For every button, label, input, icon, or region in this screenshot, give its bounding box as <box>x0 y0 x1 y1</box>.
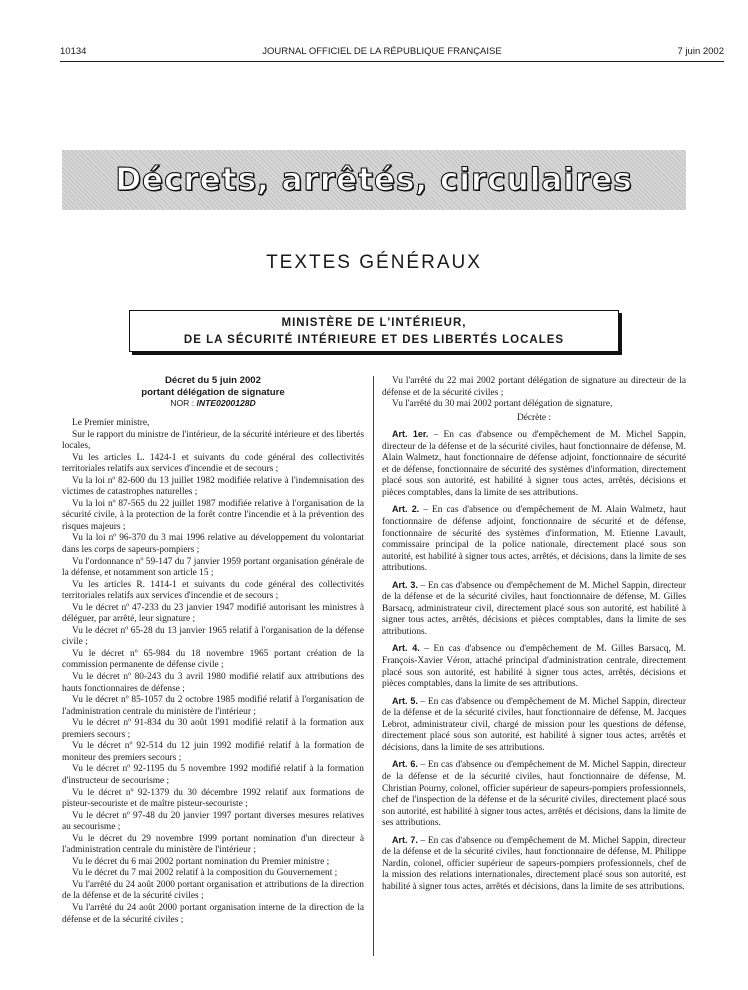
journal-title: JOURNAL OFFICIEL DE LA RÉPUBLIQUE FRANÇAISE <box>262 45 502 57</box>
nor-label: NOR : <box>170 398 195 408</box>
paragraph: Le Premier ministre, <box>72 418 150 428</box>
article-label: Art. 2. <box>392 504 420 515</box>
paragraph: Vu le décret du 6 mai 2002 portant nomination du Premier ministre ; <box>72 856 330 867</box>
paragraph: Vu l'arrêté du 24 août 2000 portant organisation et attributions de la direction de la défense et de la sécurité civiles ; <box>62 879 364 902</box>
article-label: Art. 5. <box>392 695 418 706</box>
paragraph: Vu l'ordonnance nº 59-147 du 7 janvier 1959 portant organisation générale de la défense, et notamment son article 15 ; <box>62 556 364 579</box>
article-text: – En cas d'absence ou d'empêchement de M. Alain Walmetz, haut fonctionnaire de défense adjoint, fonctionnaire de sécurité et de défense, fonctionnaire de sécurité des systèmes d'information, M. Etienne Lavault, commissaire principal de la police nationale, directement placé sous son autorité, est habilité à signer tous actes, arrêtés, et décisions, dans la limite de ses attributions. <box>382 505 686 574</box>
article <box>382 835 686 894</box>
article-text: – En cas d'absence ou d'empêchement de M. Michel Sappin, directeur de la défense et de la sécurité civiles, haut fonctionnaire de défense, M. Alain Walmetz, haut fonctionnaire de défense adjoint, fonctionnaire de sécurité et de défense, fonctionnaire de sécurité des systèmes d'information, directement placé sous son autorité, est habilité à signer tous actes, arrêtés, décisions et pièces comptables, dans la limite de ses attributions. <box>382 430 686 498</box>
section-heading: TEXTES GÉNÉRAUX <box>266 252 482 273</box>
paragraph: Vu l'arrêté du 22 mai 2002 portant délégation de signature au directeur de la défense et de la sécurité civiles ; <box>382 376 686 398</box>
paragraph: Vu l'arrêté du 30 mai 2002 portant délégation de signature, <box>392 399 613 410</box>
decree-title-line-1: Décret du 5 juin 2002 <box>165 375 261 386</box>
left-column <box>62 375 364 926</box>
articles <box>382 429 686 893</box>
paragraph: Vu la loi nº 96-370 du 3 mai 1996 relative au développement du volontariat dans les corps de sapeurs-pompiers ; <box>62 533 364 556</box>
paragraph: Vu le décret nº 92-1379 du 30 décembre 1992 relatif aux formations de pisteur-secouriste et de maître pisteur-secouriste ; <box>62 787 364 810</box>
article-label: Art. 7. <box>392 834 418 845</box>
paragraph: Vu l'arrêté du 24 août 2000 portant organisation interne de la direction de la défense et de la sécurité civiles ; <box>62 902 364 925</box>
article <box>382 429 686 499</box>
paragraph: Vu le décret nº 47-233 du 23 janvier 1947 modifié autorisant les ministres à déléguer, par arrêté, leur signature ; <box>62 602 364 625</box>
article <box>382 580 686 639</box>
article-text: – En cas d'absence ou d'empêchement de M. Michel Sappin, directeur de la défense et de la sécurité civiles, haut fonctionnaire de défense, M. Christian Pourny, colonel, officier supérieur de sapeurs-pompiers professionnels, chef de l'inspection de la défense et de la sécurité civiles, directement placé sous son autorité, est habilité à signer tous actes, arrêtés et décisions, dans la limite de ses attributions. <box>382 760 686 829</box>
article-text: – En cas d'absence ou d'empêchement de M. Gilles Barsacq, M. François-Xavier Véron, attaché principal d'administration centrale, directement placé sous son autorité, est habilité à signer tous actes, arrêtés, décisions et pièces comptables, dans la limite de ses attributions. <box>382 644 686 690</box>
decrete-heading: Décrète : <box>516 412 552 423</box>
column-divider <box>373 376 374 956</box>
paragraph: Vu la loi nº 87-565 du 22 juillet 1987 modifiée relative à l'organisation de la sécurité civile, à la protection de la forêt contre l'incendie et à la prévention des risques majeurs ; <box>62 498 364 532</box>
banner-title: Décrets, arrêtés, circulaires <box>115 162 633 198</box>
ministry-line-1: MINISTÈRE DE L'INTÉRIEUR, <box>281 317 467 329</box>
banner <box>62 150 686 210</box>
paragraph: Vu le décret nº 65-984 du 18 novembre 1965 portant création de la commission permanente de défense civile ; <box>62 648 364 671</box>
right-column <box>382 376 686 893</box>
ministry-box <box>129 310 619 352</box>
issue-date: 7 juin 2002 <box>677 45 724 57</box>
ministry-line-2: DE LA SÉCURITÉ INTÉRIEURE ET DES LIBERTÉS LOCALES <box>183 334 565 346</box>
nor-code: INTE0200128D <box>196 398 256 408</box>
article <box>382 759 686 829</box>
paragraph: Vu le décret nº 92-514 du 12 juin 1992 modifié relatif à la formation de moniteur des premiers secours ; <box>62 741 364 763</box>
paragraph: Vu le décret du 29 novembre 1999 portant nomination d'un directeur à l'administration centrale du ministère de l'intérieur ; <box>62 833 364 856</box>
decree-title-line-2: portant délégation de signature <box>141 386 285 398</box>
right-intro <box>382 376 686 411</box>
decree-title <box>62 375 364 398</box>
page-number: 10134 <box>60 45 87 57</box>
paragraph: Vu le décret nº 92-1195 du 5 novembre 1992 modifié relatif à la formation d'instructeur de secourisme ; <box>62 764 364 786</box>
paragraph: Vu le décret du 7 mai 2002 relatif à la composition du Gouvernement ; <box>72 868 338 879</box>
paragraph: Vu le décret nº 80-243 du 3 avril 1980 modifié relatif aux attributions des hauts fonctionnaires de défense ; <box>62 672 364 694</box>
left-paragraphs <box>62 418 364 926</box>
paragraph: Vu les articles R. 1414-1 et suivants du code général des collectivités territoriales relatifs aux services d'incendie et de secours ; <box>62 579 364 602</box>
article-text: – En cas d'absence ou d'empêchement de M. Michel Sappin, directeur de la défense et de la sécurité civiles, haut fonctionnaire de défense, M. Philippe Nardin, colonel, officier supérieur de sapeurs-pompiers professionnels, chef de la mission des relations internationales, directement placé sous son autorité, est habilité à signer tous actes, arrêtés et décisions, dans la limite de ses attributions. <box>382 835 686 892</box>
article-text: – En cas d'absence ou d'empêchement de M. Michel Sappin, directeur de la défense et de la sécurité civiles, haut fonctionnaire de défense, M. Gilles Barsacq, administrateur civil, directement placé sous son autorité, est habilité à signer tous actes, arrêtés, décisions et pièces comptables, dans la limite de ses attributions. <box>382 580 686 637</box>
article <box>382 643 686 690</box>
article-label: Art. 4. <box>392 643 420 654</box>
paragraph: Vu le décret nº 97-48 du 20 janvier 1997 portant diverses mesures relatives au secourisme ; <box>62 810 364 833</box>
article-label: Art. 1er. <box>392 429 429 440</box>
article-label: Art. 3. <box>392 579 418 590</box>
paragraph: Sur le rapport du ministre de l'intérieur, de la sécurité intérieure et des libertés locales, <box>62 429 364 452</box>
paragraph: Vu la loi nº 82-600 du 13 juillet 1982 modifiée relative à l'indemnisation des victimes de catastrophes naturelles ; <box>62 475 364 498</box>
running-header <box>60 44 724 62</box>
nor-reference <box>62 398 364 409</box>
article <box>382 504 686 574</box>
article-text: – En cas d'absence ou d'empêchement de M. Michel Sappin, directeur de la défense et de la sécurité civiles, haut fonctionnaire de défense, M. Jacques Lebrot, administrateur civil, chargé de mission pour les questions de défense, directement placé sous son autorité, est habilité à signer tous actes, arrêtés et décisions, dans la limite de ses attributions. <box>382 696 686 753</box>
article <box>382 696 686 755</box>
paragraph: Vu le décret nº 65-28 du 13 janvier 1965 relatif à l'organisation de la défense civile ; <box>62 625 364 648</box>
paragraph: Vu les articles L. 1424-1 et suivants du code général des collectivités territoriales relatifs aux services d'incendie et de secours ; <box>62 452 364 475</box>
article-label: Art. 6. <box>392 759 418 770</box>
paragraph: Vu le décret nº 91-834 du 30 août 1991 modifié relatif à la formation aux premiers secours ; <box>62 718 364 740</box>
paragraph: Vu le décret nº 85-1057 du 2 octobre 1985 modifié relatif à l'organisation de l'administration centrale du ministère de l'intérieur ; <box>62 695 364 717</box>
